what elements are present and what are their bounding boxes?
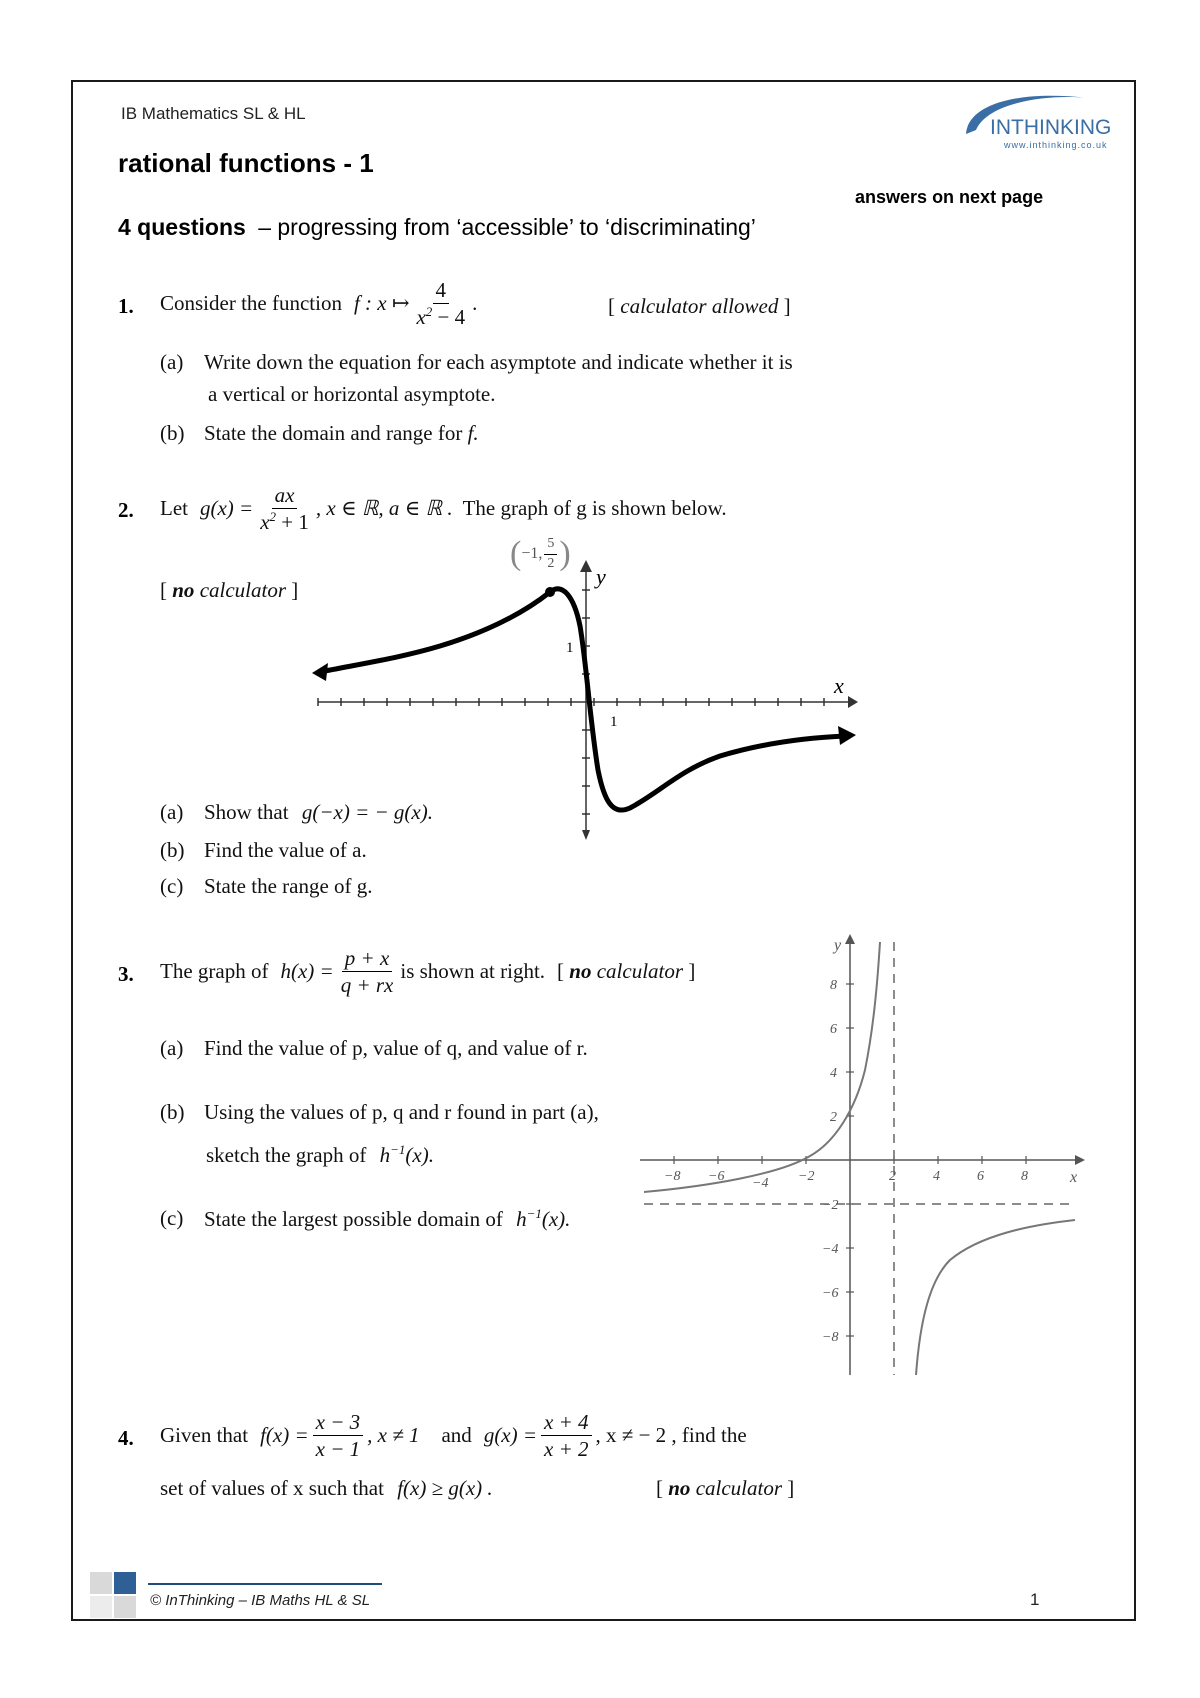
q2-let: Let [160,496,188,521]
q3-x-arrowhead-icon [1075,1155,1085,1165]
q4-line2-text: set of values of x such that [160,1476,384,1500]
q1-frac-den-sup: 2 [425,304,433,320]
q3-x-tick-label: 6 [977,1169,984,1184]
q2-axis-x-label: x [834,673,844,698]
q2-point-num: 5 [544,536,557,554]
q4-calc-bold: no [668,1476,691,1500]
q3-part-b-line2 [206,1142,434,1168]
q1-calc-note: [ calculator allowed ] [608,294,791,318]
q2-stem [160,483,727,534]
q4-g-cond: , x ≠ − 2 , find the [595,1423,747,1448]
footer-squares-icon [90,1572,138,1620]
q4-g-fraction [541,1410,592,1461]
q2-y-bottom-arrowhead-icon [582,830,590,840]
answers-note-bold: answers [855,187,928,207]
q4-and: and [441,1423,472,1448]
q2-domain: , x ∈ ℝ, a ∈ ℝ . [315,496,453,521]
q3-part-b-tail: (x). [405,1143,434,1167]
q2-right-arrowhead-icon [838,726,856,745]
footer-copyright: © InThinking – IB Maths HL & SL [150,1592,371,1609]
q3-part-b-sup: −1 [390,1142,406,1157]
q2-part-c-text: State the range of g. [204,874,373,898]
q1-part-b-var: f. [467,421,479,445]
q3-y-tick-labels [822,978,838,1345]
q3-y-tick-label: −8 [822,1330,839,1345]
q2-part-a-label: (a) [160,800,184,824]
q1-calc-text: calculator allowed [620,294,779,318]
subtitle-rest: – progressing from ‘accessible’ to ‘discriminating’ [258,214,756,240]
q2-frac-den-var: x [260,510,270,535]
q2-part-a [204,800,433,825]
footer-rule [148,1583,382,1585]
q2-point-rparen: ) [559,535,571,572]
q3-y-tick-label: −6 [822,1286,839,1301]
q2-point-den: 2 [547,555,555,571]
q2-point-frac [544,536,557,571]
q3-axis-y-label: y [834,937,842,954]
q3-part-c-math [516,1207,570,1231]
answers-note-rest: on next page [932,187,1044,207]
q2-axis-y-label: y [596,564,606,589]
q3-part-b-h: h [379,1143,391,1167]
inthinking-logo [958,86,1118,156]
q4-line2-math: f(x) ≥ g(x) . [397,1476,493,1500]
q3-curve-left-branch [644,942,880,1192]
q2-part-b-text: Find the value of a. [204,838,367,862]
q1-part-b [204,421,479,446]
q1-stem-text: Consider the function [160,291,342,316]
page-title: rational functions - 1 [118,148,374,178]
q3-part-c-text: State the largest possible domain of [204,1207,503,1231]
q3-stem-pre: The graph of [160,959,269,984]
q2-fraction [257,483,312,534]
q3-y-tick-label: −4 [822,1242,839,1257]
q4-number: 4. [118,1426,134,1450]
q3-fraction [338,946,397,997]
q1-part-b-text: State the domain and range for [204,421,463,445]
q1-frac-den-tail: − 4 [432,305,466,330]
q3-x-tick-label: −8 [664,1169,681,1184]
q3-part-a-label: (a) [160,1036,184,1060]
q2-calc-rest: calculator [199,578,287,602]
q3-y-tick-label: 4 [830,1066,837,1081]
q2-tick-y1: 1 [566,640,574,656]
q4-f-den: x − 1 [315,1437,361,1462]
q4-gx: g(x) = [483,1423,538,1448]
q3-calc-bold: no [569,959,592,984]
q1-part-a-label: (a) [160,350,184,374]
q2-part-a-text: Show that [204,800,289,824]
q3-part-c-h: h [516,1207,527,1231]
q4-g-den: x + 2 [544,1437,589,1462]
q3-part-b-line2-text: sketch the graph of [206,1143,367,1167]
q2-left-arrowhead-icon [312,663,328,681]
q4-f-cond: , x ≠ 1 [367,1423,420,1448]
q2-x-arrowhead-icon [848,696,858,708]
q2-point-lparen: ( [510,535,522,572]
q1-part-a-line1: Write down the equation for each asymptote and indicate whether it is [204,350,793,374]
logo-url: www.inthinking.co.uk [1004,140,1108,150]
q2-part-b-label: (b) [160,838,185,862]
q3-stem [160,946,695,997]
q3-frac-den: q + rx [340,973,394,998]
q1-part-a-line2: a vertical or horizontal asymptote. [208,382,496,406]
q3-x-tick-label: −6 [708,1169,725,1184]
answers-note [855,187,1043,208]
subtitle [118,214,756,241]
q3-number: 3. [118,962,134,986]
q3-axis-x-label: x [1070,1169,1078,1186]
q3-part-b-label: (b) [160,1100,185,1124]
q2-number: 2. [118,498,134,522]
q3-part-c-sup: −1 [526,1206,542,1221]
q4-line2 [160,1476,493,1501]
page-number: 1 [1030,1590,1040,1609]
q3-part-c [204,1206,570,1232]
q4-fx: f(x) = [260,1423,309,1448]
q2-stem-post: The graph of g is shown below. [462,496,727,521]
q3-y-tick-label: 6 [830,1022,837,1037]
q4-f-fraction [313,1410,364,1461]
q3-part-c-tail: (x). [541,1207,571,1231]
q3-x-tick-label: 4 [933,1169,940,1184]
q2-y-arrowhead-icon [580,560,592,572]
q1-map: f : x ↦ [353,291,410,316]
q3-calc-rest: calculator [596,959,684,984]
q2-calc-note: [ no calculator ] [160,578,299,602]
q2-tick-x1: 1 [610,714,618,730]
q4-given: Given that [160,1423,249,1448]
q4-calc-note: [ no calculator ] [656,1476,795,1500]
q2-curve [320,589,845,810]
logo-text: INTHINKING [990,116,1112,139]
q1-number: 1. [118,294,134,318]
q3-x-tick-label: −4 [752,1176,769,1191]
course-label: IB Mathematics SL & HL [121,104,306,123]
q2-frac-den-sup: 2 [269,509,277,525]
q1-frac-den [413,304,468,329]
q2-frac-num: ax [272,483,298,509]
q4-calc-rest: calculator [695,1476,783,1500]
q3-curve-right-branch [916,1220,1075,1375]
q2-max-point [545,587,555,597]
q3-y-arrowhead-icon [845,934,855,944]
q2-gx: g(x) = [199,496,254,521]
subtitle-bold: 4 questions [118,214,246,240]
q2-part-a-math: g(−x) = − g(x). [301,800,433,824]
q2-part-c-label: (c) [160,874,184,898]
q2-point-label [510,535,571,573]
q2-point-x: −1, [521,545,543,562]
q3-calc-note: [ no calculator ] [557,959,696,984]
q1-stem [160,278,477,329]
q3-y-tick-label: 8 [830,978,837,993]
q4-stem [160,1410,747,1461]
q3-stem-post: is shown at right. [400,959,546,984]
q1-period: . [472,291,478,316]
q4-g-num: x + 4 [541,1410,592,1436]
q1-frac-num: 4 [433,278,450,304]
q3-x-tick-label: −2 [798,1169,815,1184]
q3-part-b-math [380,1143,434,1167]
q1-part-b-label: (b) [160,421,185,445]
q3-y-tick-label: 2 [830,1110,837,1125]
q3-part-a-text: Find the value of p, value of q, and value of r. [204,1036,588,1060]
q2-calc-bold: no [172,578,195,602]
q4-f-num: x − 3 [313,1410,364,1436]
q1-frac-den-var: x [416,305,426,330]
q3-frac-num: p + x [342,946,393,972]
q1-fraction [413,278,468,329]
q3-part-c-label: (c) [160,1206,184,1230]
q3-y-tick-label: −2 [822,1198,839,1213]
q3-hx: h(x) = [280,959,334,984]
q3-x-tick-label: 2 [889,1169,896,1184]
q3-x-tick-labels [664,1169,1028,1191]
q3-x-tick-label: 8 [1021,1169,1028,1184]
q2-frac-den-tail: + 1 [276,510,309,535]
q3-part-b-line1: Using the values of p, q and r found in part (a), [204,1100,599,1124]
q3-graph [630,930,1090,1380]
